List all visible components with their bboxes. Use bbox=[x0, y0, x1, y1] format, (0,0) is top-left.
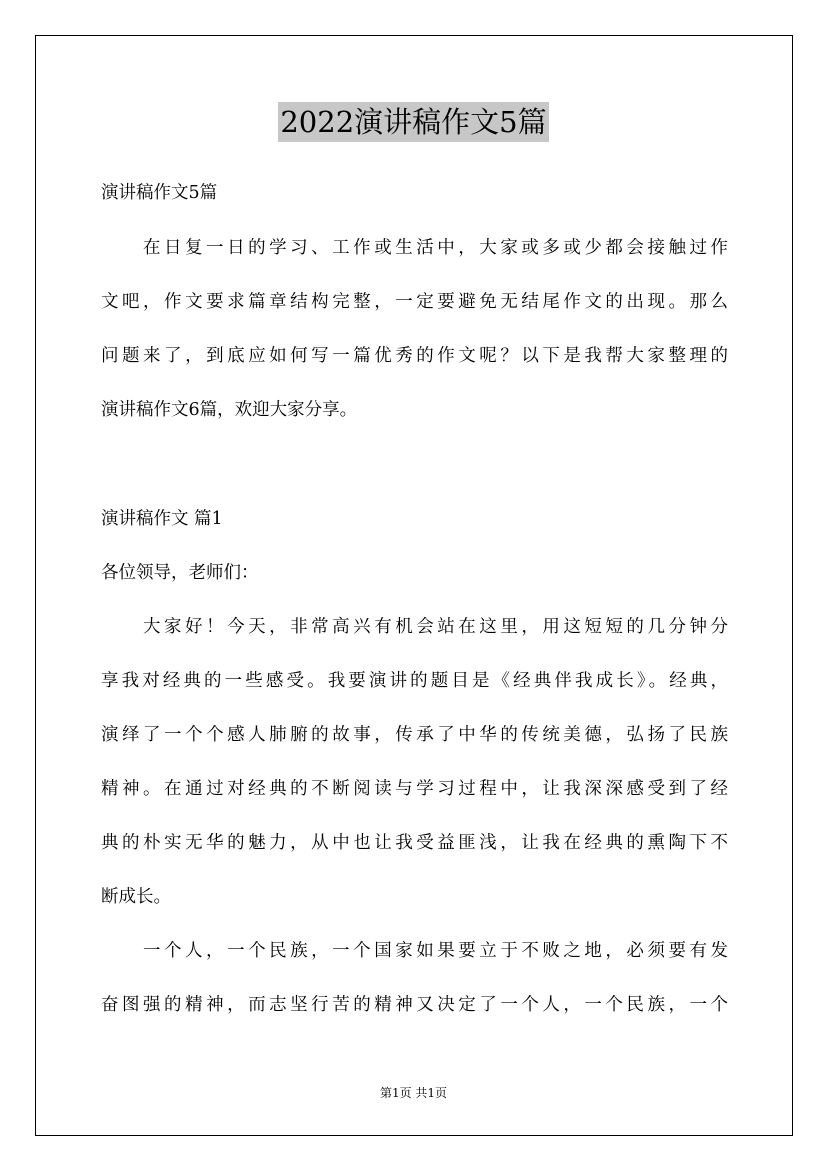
intro-line: 问题来了，到底应如何写一篇优秀的作文呢？以下是我帮大家整理的 bbox=[101, 346, 728, 366]
salutation: 各位领导，老师们： bbox=[101, 563, 259, 583]
section-heading: 演讲稿作文 篇1 bbox=[101, 509, 223, 529]
subtitle: 演讲稿作文5篇 bbox=[101, 183, 218, 203]
paragraph-line: 奋图强的精神，而志坚行苦的精神又决定了一个人，一个民族，一个 bbox=[101, 995, 728, 1015]
title-container bbox=[0, 102, 827, 142]
paragraph-line: 断成长。 bbox=[101, 887, 171, 907]
intro-line: 在日复一日的学习、工作或生活中，大家或多或少都会接触过作 bbox=[143, 238, 728, 258]
paragraph-line: 精神。在通过对经典的不断阅读与学习过程中，让我深深感受到了经 bbox=[101, 779, 728, 799]
paragraph-line: 典的朴实无华的魅力，从中也让我受益匪浅，让我在经典的熏陶下不 bbox=[101, 833, 728, 853]
paragraph-line: 享我对经典的一些感受。我要演讲的题目是《经典伴我成长》。经典， bbox=[101, 671, 728, 691]
paragraph-line: 一个人，一个民族，一个国家如果要立于不败之地，必须要有发 bbox=[143, 941, 728, 961]
intro-line: 文吧，作文要求篇章结构完整，一定要避免无结尾作文的出现。那么 bbox=[101, 292, 728, 312]
paragraph-line: 大家好！今天，非常高兴有机会站在这里，用这短短的几分钟分 bbox=[143, 617, 728, 637]
intro-line: 演讲稿作文6篇，欢迎大家分享。 bbox=[101, 400, 358, 420]
document-title: 2022演讲稿作文5篇 bbox=[278, 102, 548, 142]
paragraph-line: 演绎了一个个感人肺腑的故事，传承了中华的传统美德，弘扬了民族 bbox=[101, 725, 728, 745]
page-footer: 第1页 共1页 bbox=[379, 1086, 448, 1100]
